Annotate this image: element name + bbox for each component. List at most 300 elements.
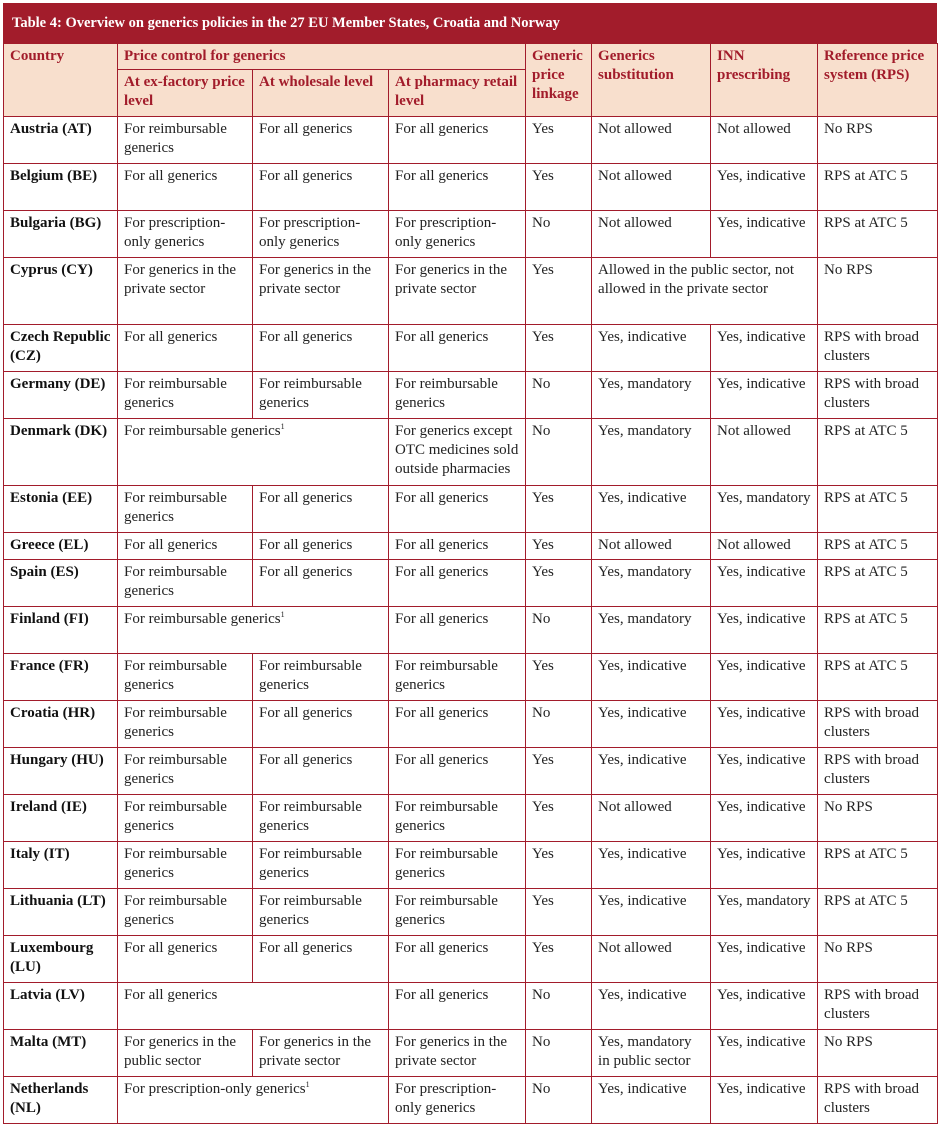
wholesale-cell bbox=[253, 258, 389, 325]
substitution-cell bbox=[592, 560, 711, 607]
reference-price-cell bbox=[818, 117, 938, 164]
substitution-cell-text: Yes, indicative bbox=[598, 329, 687, 345]
table-row bbox=[4, 983, 938, 1030]
price-linkage-cell bbox=[526, 164, 592, 211]
pharmacy-cell-text: For all generics bbox=[395, 490, 489, 506]
reference-price-cell bbox=[818, 325, 938, 372]
inn-prescribing-cell-text: Yes, indicative bbox=[717, 752, 806, 768]
inn-prescribing-cell bbox=[711, 486, 818, 533]
inn-prescribing-cell-text: Not allowed bbox=[717, 121, 791, 137]
table-row bbox=[4, 258, 938, 325]
ex-factory-cell-text: For reimbursable generics bbox=[124, 893, 227, 928]
reference-price-cell bbox=[818, 748, 938, 795]
inn-prescribing-cell-text: Yes, mandatory bbox=[717, 490, 811, 506]
price-linkage-cell-text: Yes bbox=[532, 490, 554, 506]
substitution-cell bbox=[592, 701, 711, 748]
ex-factory-cell-text: For generics in the private sector bbox=[124, 262, 237, 297]
substitution-cell bbox=[592, 1077, 711, 1124]
reference-price-cell-text: No RPS bbox=[824, 262, 873, 278]
substitution-cell-text: Yes, mandatory bbox=[598, 423, 692, 439]
table-row bbox=[4, 607, 938, 654]
table-row bbox=[4, 325, 938, 372]
pharmacy-cell bbox=[389, 419, 526, 486]
substitution-cell bbox=[592, 486, 711, 533]
wholesale-cell-text: For generics in the private sector bbox=[259, 262, 372, 297]
substitution-cell-text: Not allowed bbox=[598, 940, 672, 956]
substitution-cell-text: Yes, indicative bbox=[598, 1081, 687, 1097]
pharmacy-cell bbox=[389, 1030, 526, 1077]
reference-price-cell bbox=[818, 211, 938, 258]
ex-factory-cell-text: For all generics bbox=[124, 329, 218, 345]
substitution-cell bbox=[592, 607, 711, 654]
country-cell bbox=[4, 748, 118, 795]
country-cell-text: Finland (FI) bbox=[10, 611, 89, 627]
reference-price-cell bbox=[818, 560, 938, 607]
table-body bbox=[4, 117, 938, 1124]
country-cell-text: Malta (MT) bbox=[10, 1034, 87, 1050]
pharmacy-cell bbox=[389, 654, 526, 701]
inn-prescribing-cell bbox=[711, 419, 818, 486]
policy-table bbox=[3, 43, 938, 1124]
ex-factory-cell bbox=[118, 936, 253, 983]
substitution-cell-text: Yes, mandatory bbox=[598, 376, 692, 392]
inn-prescribing-cell-text: Yes, indicative bbox=[717, 611, 806, 627]
price-linkage-cell bbox=[526, 654, 592, 701]
ex-factory-cell-text: For prescription-only generics bbox=[124, 215, 226, 250]
reference-price-cell-text: RPS at ATC 5 bbox=[824, 611, 908, 627]
pharmacy-cell bbox=[389, 983, 526, 1030]
country-cell-text: Latvia (LV) bbox=[10, 987, 85, 1003]
pharmacy-cell-text: For reimbursable generics bbox=[395, 893, 498, 928]
wholesale-cell-text: For reimbursable generics bbox=[259, 846, 362, 881]
reference-price-cell bbox=[818, 1077, 938, 1124]
table-title: Table 4: Overview on generics policies in the 27 EU Member States, Croatia and Norway bbox=[3, 3, 937, 43]
price-linkage-cell-text: No bbox=[532, 1034, 551, 1050]
country-cell bbox=[4, 654, 118, 701]
header-ex-factory: At ex-factory price level bbox=[118, 70, 253, 117]
inn-prescribing-cell bbox=[711, 164, 818, 211]
price-linkage-cell-text: Yes bbox=[532, 658, 554, 674]
country-cell bbox=[4, 795, 118, 842]
ex-factory-cell bbox=[118, 372, 253, 419]
ex-factory-cell bbox=[118, 560, 253, 607]
inn-prescribing-cell bbox=[711, 560, 818, 607]
reference-price-cell-text: RPS with broad clusters bbox=[824, 1081, 920, 1116]
ex-factory-cell bbox=[118, 795, 253, 842]
wholesale-cell bbox=[253, 372, 389, 419]
inn-prescribing-cell bbox=[711, 325, 818, 372]
header-pharmacy: At pharmacy retail level bbox=[389, 70, 526, 117]
substitution-cell-text: Not allowed bbox=[598, 121, 672, 137]
reference-price-cell-text: RPS with broad clusters bbox=[824, 705, 920, 740]
reference-price-cell-text: RPS with broad clusters bbox=[824, 376, 920, 411]
inn-prescribing-cell bbox=[711, 983, 818, 1030]
price-linkage-cell bbox=[526, 748, 592, 795]
reference-price-cell bbox=[818, 607, 938, 654]
reference-price-cell-text: RPS at ATC 5 bbox=[824, 537, 908, 553]
table-row bbox=[4, 936, 938, 983]
inn-prescribing-cell bbox=[711, 748, 818, 795]
inn-prescribing-cell-text: Yes, indicative bbox=[717, 376, 806, 392]
substitution-cell-text: Not allowed bbox=[598, 215, 672, 231]
country-cell-text: Estonia (EE) bbox=[10, 490, 93, 506]
price-linkage-cell-text: Yes bbox=[532, 262, 554, 278]
wholesale-cell bbox=[253, 654, 389, 701]
reference-price-cell-text: RPS at ATC 5 bbox=[824, 893, 908, 909]
header-substitution: Generics substitution bbox=[592, 44, 711, 117]
inn-prescribing-cell-text: Yes, indicative bbox=[717, 705, 806, 721]
price-linkage-cell-text: Yes bbox=[532, 168, 554, 184]
reference-price-cell-text: No RPS bbox=[824, 940, 873, 956]
country-cell-text: Spain (ES) bbox=[10, 564, 79, 580]
price-linkage-cell-text: No bbox=[532, 423, 551, 439]
country-cell-text: Denmark (DK) bbox=[10, 423, 108, 439]
table-row bbox=[4, 842, 938, 889]
country-cell bbox=[4, 936, 118, 983]
pharmacy-cell-text: For prescription-only generics bbox=[395, 1081, 497, 1116]
substitution-inn-cell bbox=[592, 258, 818, 325]
price-linkage-cell-text: No bbox=[532, 705, 551, 721]
substitution-cell bbox=[592, 1030, 711, 1077]
reference-price-cell bbox=[818, 1030, 938, 1077]
country-cell bbox=[4, 325, 118, 372]
pharmacy-cell-text: For generics in the private sector bbox=[395, 1034, 508, 1069]
reference-price-cell bbox=[818, 419, 938, 486]
wholesale-cell-text: For all generics bbox=[259, 752, 353, 768]
inn-prescribing-cell-text: Yes, indicative bbox=[717, 329, 806, 345]
table-row bbox=[4, 701, 938, 748]
country-cell bbox=[4, 372, 118, 419]
ex-factory-cell bbox=[118, 117, 253, 164]
inn-prescribing-cell-text: Yes, indicative bbox=[717, 799, 806, 815]
ex-factory-cell bbox=[118, 701, 253, 748]
table-row bbox=[4, 795, 938, 842]
pharmacy-cell bbox=[389, 164, 526, 211]
footnote-marker: 1 bbox=[305, 1080, 310, 1089]
reference-price-cell-text: No RPS bbox=[824, 121, 873, 137]
inn-prescribing-cell-text: Not allowed bbox=[717, 423, 791, 439]
ex-factory-wholesale-cell bbox=[118, 607, 389, 654]
pharmacy-cell bbox=[389, 795, 526, 842]
substitution-cell bbox=[592, 936, 711, 983]
table-row bbox=[4, 117, 938, 164]
inn-prescribing-cell-text: Yes, indicative bbox=[717, 168, 806, 184]
wholesale-cell bbox=[253, 842, 389, 889]
pharmacy-cell-text: For reimbursable generics bbox=[395, 376, 498, 411]
country-cell bbox=[4, 889, 118, 936]
table-row bbox=[4, 654, 938, 701]
pharmacy-cell-text: For all generics bbox=[395, 168, 489, 184]
ex-factory-cell-text: For reimbursable generics bbox=[124, 752, 227, 787]
table-row bbox=[4, 372, 938, 419]
price-linkage-cell bbox=[526, 211, 592, 258]
ex-factory-wholesale-cell-text: For reimbursable generics bbox=[124, 423, 281, 439]
wholesale-cell-text: For reimbursable generics bbox=[259, 376, 362, 411]
wholesale-cell-text: For all generics bbox=[259, 329, 353, 345]
country-cell bbox=[4, 842, 118, 889]
ex-factory-cell-text: For reimbursable generics bbox=[124, 490, 227, 525]
ex-factory-cell bbox=[118, 748, 253, 795]
wholesale-cell bbox=[253, 486, 389, 533]
pharmacy-cell-text: For all generics bbox=[395, 121, 489, 137]
ex-factory-cell bbox=[118, 654, 253, 701]
country-cell-text: Ireland (IE) bbox=[10, 799, 87, 815]
wholesale-cell bbox=[253, 560, 389, 607]
pharmacy-cell-text: For all generics bbox=[395, 329, 489, 345]
inn-prescribing-cell-text: Yes, indicative bbox=[717, 1081, 806, 1097]
ex-factory-cell bbox=[118, 842, 253, 889]
ex-factory-cell bbox=[118, 258, 253, 325]
ex-factory-wholesale-cell bbox=[118, 1077, 389, 1124]
pharmacy-cell bbox=[389, 936, 526, 983]
substitution-cell-text: Not allowed bbox=[598, 537, 672, 553]
wholesale-cell-text: For reimbursable generics bbox=[259, 799, 362, 834]
pharmacy-cell bbox=[389, 486, 526, 533]
pharmacy-cell bbox=[389, 889, 526, 936]
country-cell-text: Netherlands (NL) bbox=[10, 1081, 89, 1116]
reference-price-cell-text: RPS with broad clusters bbox=[824, 329, 920, 364]
country-cell-text: Bulgaria (BG) bbox=[10, 215, 102, 231]
country-cell bbox=[4, 117, 118, 164]
country-cell bbox=[4, 983, 118, 1030]
price-linkage-cell-text: No bbox=[532, 1081, 551, 1097]
price-linkage-cell-text: No bbox=[532, 215, 551, 231]
inn-prescribing-cell bbox=[711, 607, 818, 654]
wholesale-cell bbox=[253, 748, 389, 795]
inn-prescribing-cell-text: Yes, mandatory bbox=[717, 893, 811, 909]
substitution-cell bbox=[592, 419, 711, 486]
country-cell bbox=[4, 211, 118, 258]
country-cell-text: Croatia (HR) bbox=[10, 705, 96, 721]
header-country: Country bbox=[4, 44, 118, 117]
substitution-cell bbox=[592, 748, 711, 795]
wholesale-cell bbox=[253, 936, 389, 983]
price-linkage-cell bbox=[526, 1030, 592, 1077]
country-cell bbox=[4, 607, 118, 654]
price-linkage-cell-text: Yes bbox=[532, 940, 554, 956]
price-linkage-cell bbox=[526, 533, 592, 560]
reference-price-cell-text: No RPS bbox=[824, 1034, 873, 1050]
pharmacy-cell bbox=[389, 842, 526, 889]
wholesale-cell-text: For generics in the private sector bbox=[259, 1034, 372, 1069]
reference-price-cell-text: RPS at ATC 5 bbox=[824, 564, 908, 580]
inn-prescribing-cell-text: Yes, indicative bbox=[717, 846, 806, 862]
inn-prescribing-cell bbox=[711, 1030, 818, 1077]
pharmacy-cell-text: For reimbursable generics bbox=[395, 799, 498, 834]
pharmacy-cell bbox=[389, 533, 526, 560]
wholesale-cell bbox=[253, 795, 389, 842]
price-linkage-cell bbox=[526, 419, 592, 486]
table-row bbox=[4, 560, 938, 607]
ex-factory-wholesale-cell bbox=[118, 419, 389, 486]
substitution-cell-text: Yes, indicative bbox=[598, 987, 687, 1003]
wholesale-cell bbox=[253, 117, 389, 164]
country-cell bbox=[4, 258, 118, 325]
substitution-cell-text: Yes, indicative bbox=[598, 752, 687, 768]
table-header bbox=[4, 44, 938, 117]
substitution-cell bbox=[592, 795, 711, 842]
country-cell bbox=[4, 1030, 118, 1077]
price-linkage-cell bbox=[526, 936, 592, 983]
inn-prescribing-cell bbox=[711, 701, 818, 748]
price-linkage-cell-text: Yes bbox=[532, 564, 554, 580]
price-linkage-cell bbox=[526, 701, 592, 748]
pharmacy-cell-text: For all generics bbox=[395, 705, 489, 721]
country-cell-text: Lithuania (LT) bbox=[10, 893, 106, 909]
ex-factory-cell bbox=[118, 889, 253, 936]
substitution-cell bbox=[592, 533, 711, 560]
country-cell-text: Greece (EL) bbox=[10, 537, 89, 553]
price-linkage-cell-text: No bbox=[532, 987, 551, 1003]
reference-price-cell-text: RPS at ATC 5 bbox=[824, 658, 908, 674]
wholesale-cell bbox=[253, 889, 389, 936]
reference-price-cell bbox=[818, 795, 938, 842]
country-cell-text: Hungary (HU) bbox=[10, 752, 104, 768]
inn-prescribing-cell-text: Not allowed bbox=[717, 537, 791, 553]
reference-price-cell bbox=[818, 842, 938, 889]
country-cell-text: Austria (AT) bbox=[10, 121, 92, 137]
ex-factory-cell-text: For reimbursable generics bbox=[124, 121, 227, 156]
pharmacy-cell-text: For all generics bbox=[395, 940, 489, 956]
wholesale-cell-text: For all generics bbox=[259, 121, 353, 137]
pharmacy-cell bbox=[389, 748, 526, 795]
pharmacy-cell bbox=[389, 701, 526, 748]
wholesale-cell-text: For prescription-only generics bbox=[259, 215, 361, 250]
country-cell-text: Czech Republic (CZ) bbox=[10, 329, 111, 364]
price-linkage-cell bbox=[526, 1077, 592, 1124]
substitution-cell bbox=[592, 211, 711, 258]
price-linkage-cell-text: Yes bbox=[532, 752, 554, 768]
inn-prescribing-cell-text: Yes, indicative bbox=[717, 658, 806, 674]
country-cell bbox=[4, 164, 118, 211]
substitution-cell-text: Yes, indicative bbox=[598, 846, 687, 862]
ex-factory-wholesale-cell-text: For prescription-only generics bbox=[124, 1081, 306, 1097]
country-cell-text: Cyprus (CY) bbox=[10, 262, 93, 278]
reference-price-cell bbox=[818, 983, 938, 1030]
inn-prescribing-cell bbox=[711, 795, 818, 842]
reference-price-cell-text: RPS at ATC 5 bbox=[824, 215, 908, 231]
ex-factory-cell bbox=[118, 211, 253, 258]
reference-price-cell bbox=[818, 372, 938, 419]
reference-price-cell-text: RPS at ATC 5 bbox=[824, 490, 908, 506]
price-linkage-cell bbox=[526, 258, 592, 325]
header-inn-prescribing: INN prescribing bbox=[711, 44, 818, 117]
table-row bbox=[4, 1077, 938, 1124]
ex-factory-cell-text: For all generics bbox=[124, 940, 218, 956]
ex-factory-cell bbox=[118, 325, 253, 372]
reference-price-cell bbox=[818, 486, 938, 533]
inn-prescribing-cell bbox=[711, 936, 818, 983]
substitution-cell-text: Yes, indicative bbox=[598, 893, 687, 909]
price-linkage-cell-text: Yes bbox=[532, 537, 554, 553]
inn-prescribing-cell bbox=[711, 889, 818, 936]
ex-factory-wholesale-cell-text: For reimbursable generics bbox=[124, 611, 281, 627]
substitution-cell bbox=[592, 117, 711, 164]
wholesale-cell-text: For all generics bbox=[259, 940, 353, 956]
reference-price-cell-text: RPS at ATC 5 bbox=[824, 168, 908, 184]
reference-price-cell-text: RPS with broad clusters bbox=[824, 987, 920, 1022]
country-cell bbox=[4, 560, 118, 607]
wholesale-cell-text: For all generics bbox=[259, 168, 353, 184]
pharmacy-cell bbox=[389, 258, 526, 325]
pharmacy-cell bbox=[389, 325, 526, 372]
ex-factory-wholesale-cell bbox=[118, 983, 389, 1030]
wholesale-cell bbox=[253, 325, 389, 372]
ex-factory-cell-text: For reimbursable generics bbox=[124, 376, 227, 411]
reference-price-cell bbox=[818, 936, 938, 983]
header-reference-price-system: Reference price system (RPS) bbox=[818, 44, 938, 117]
price-linkage-cell bbox=[526, 889, 592, 936]
wholesale-cell-text: For reimbursable generics bbox=[259, 893, 362, 928]
substitution-cell bbox=[592, 842, 711, 889]
inn-prescribing-cell bbox=[711, 211, 818, 258]
substitution-cell-text: Yes, indicative bbox=[598, 705, 687, 721]
header-price-linkage: Generic price linkage bbox=[526, 44, 592, 117]
inn-prescribing-cell bbox=[711, 533, 818, 560]
pharmacy-cell bbox=[389, 560, 526, 607]
price-linkage-cell-text: Yes bbox=[532, 846, 554, 862]
country-cell-text: Italy (IT) bbox=[10, 846, 70, 862]
substitution-cell bbox=[592, 889, 711, 936]
pharmacy-cell-text: For all generics bbox=[395, 564, 489, 580]
wholesale-cell bbox=[253, 533, 389, 560]
generics-policy-table-figure bbox=[3, 3, 937, 1124]
inn-prescribing-cell bbox=[711, 654, 818, 701]
wholesale-cell-text: For all generics bbox=[259, 705, 353, 721]
pharmacy-cell-text: For all generics bbox=[395, 752, 489, 768]
price-linkage-cell-text: Yes bbox=[532, 893, 554, 909]
inn-prescribing-cell-text: Yes, indicative bbox=[717, 215, 806, 231]
header-price-control: Price control for generics bbox=[118, 44, 526, 70]
pharmacy-cell-text: For all generics bbox=[395, 537, 489, 553]
substitution-cell-text: Not allowed bbox=[598, 799, 672, 815]
ex-factory-cell-text: For reimbursable generics bbox=[124, 846, 227, 881]
price-linkage-cell bbox=[526, 842, 592, 889]
inn-prescribing-cell-text: Yes, indicative bbox=[717, 1034, 806, 1050]
price-linkage-cell-text: Yes bbox=[532, 329, 554, 345]
substitution-cell bbox=[592, 654, 711, 701]
table-row bbox=[4, 211, 938, 258]
substitution-cell-text: Yes, mandatory bbox=[598, 564, 692, 580]
pharmacy-cell-text: For generics in the private sector bbox=[395, 262, 508, 297]
inn-prescribing-cell bbox=[711, 842, 818, 889]
pharmacy-cell-text: For prescription-only generics bbox=[395, 215, 497, 250]
pharmacy-cell bbox=[389, 607, 526, 654]
table-row bbox=[4, 533, 938, 560]
price-linkage-cell-text: No bbox=[532, 376, 551, 392]
substitution-cell-text: Yes, indicative bbox=[598, 490, 687, 506]
wholesale-cell bbox=[253, 701, 389, 748]
ex-factory-cell-text: For reimbursable generics bbox=[124, 564, 227, 599]
reference-price-cell bbox=[818, 258, 938, 325]
pharmacy-cell-text: For reimbursable generics bbox=[395, 846, 498, 881]
table-row bbox=[4, 748, 938, 795]
wholesale-cell-text: For reimbursable generics bbox=[259, 658, 362, 693]
substitution-cell-text: Not allowed bbox=[598, 168, 672, 184]
wholesale-cell-text: For all generics bbox=[259, 490, 353, 506]
wholesale-cell bbox=[253, 164, 389, 211]
table-row bbox=[4, 1030, 938, 1077]
ex-factory-cell-text: For reimbursable generics bbox=[124, 705, 227, 740]
ex-factory-cell-text: For all generics bbox=[124, 537, 218, 553]
reference-price-cell bbox=[818, 701, 938, 748]
inn-prescribing-cell bbox=[711, 1077, 818, 1124]
reference-price-cell bbox=[818, 889, 938, 936]
ex-factory-cell bbox=[118, 486, 253, 533]
price-linkage-cell bbox=[526, 486, 592, 533]
pharmacy-cell-text: For all generics bbox=[395, 611, 489, 627]
pharmacy-cell-text: For reimbursable generics bbox=[395, 658, 498, 693]
